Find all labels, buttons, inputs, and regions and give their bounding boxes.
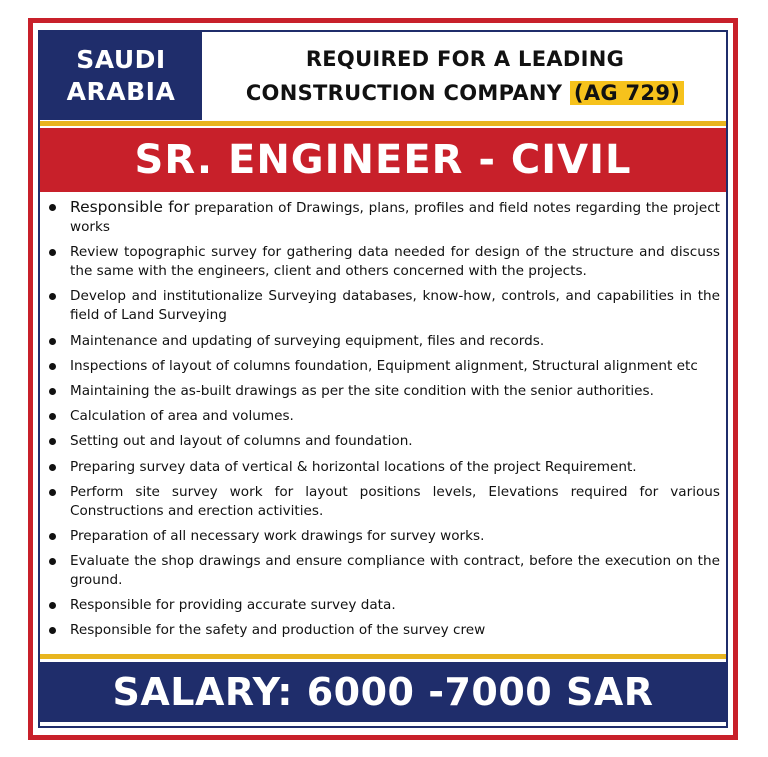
duty-item: [44, 332, 720, 351]
duty-item: [44, 198, 720, 237]
salary-banner: [40, 662, 726, 722]
duty-item: [44, 382, 720, 401]
duty-text: Setting out and layout of columns and foundation.: [70, 433, 413, 450]
duty-text: Preparing survey data of vertical & horizontal locations of the project Requirement.: [70, 458, 637, 475]
duty-item: [44, 527, 720, 546]
duty-item: [44, 357, 720, 376]
duty-text: Review topographic survey for gathering data needed for design of the structure and discuss the same with the engineers, client and others concerned with the projects.: [70, 244, 720, 280]
duty-item: [44, 596, 720, 615]
duty-item: [44, 407, 720, 426]
gold-divider-top: [40, 121, 726, 126]
duty-item: [44, 243, 720, 281]
duty-text: Preparation of all necessary work drawings for survey works.: [70, 527, 485, 544]
duty-item: [44, 621, 720, 640]
duty-item: [44, 483, 720, 521]
duty-text: Perform site survey work for layout positions levels, Elevations required for various Constructions and erection activities.: [70, 483, 720, 519]
job-title: SR. ENGINEER - CIVIL: [134, 137, 632, 183]
duties-list: [44, 198, 720, 647]
duty-item: [44, 287, 720, 325]
duty-text: Evaluate the shop drawings and ensure compliance with contract, before the execution on the ground.: [70, 553, 720, 589]
header-company-text: CONSTRUCTION COMPANY: [245, 81, 563, 105]
country-line-1: SAUDI: [76, 45, 166, 74]
duty-text: Responsible for the safety and production of the survey crew: [70, 622, 486, 639]
header-line-1: REQUIRED FOR A LEADING: [305, 47, 625, 71]
duty-text: Inspections of layout of columns foundation, Equipment alignment, Structural alignment etc: [70, 357, 698, 374]
duty-item: [44, 458, 720, 477]
duty-item: [44, 432, 720, 451]
header-line-2: [246, 76, 684, 110]
duty-text: Responsible for providing accurate survey data.: [70, 597, 396, 614]
reference-code: (AG 729): [570, 81, 684, 105]
country-line-2: ARABIA: [66, 77, 176, 106]
salary-text: SALARY: 6000 -7000 SAR: [112, 670, 654, 714]
duty-item: [44, 552, 720, 590]
country-box: [40, 32, 202, 120]
company-header: [204, 32, 726, 120]
job-title-banner: [40, 128, 726, 192]
duty-text: Calculation of area and volumes.: [70, 408, 294, 425]
duty-text: preparation of Drawings, plans, profiles and field notes regarding the project works: [70, 200, 720, 235]
duty-text: Develop and institutionalize Surveying databases, know-how, controls, and capabilities in the field of Land Surveying: [70, 288, 720, 324]
gold-divider-bottom: [40, 654, 726, 659]
duty-lead-text: Responsible for: [70, 198, 190, 216]
duty-text: Maintenance and updating of surveying equipment, files and records.: [70, 332, 545, 349]
duty-text: Maintaining the as-built drawings as per the site condition with the senior authorities.: [70, 382, 654, 399]
